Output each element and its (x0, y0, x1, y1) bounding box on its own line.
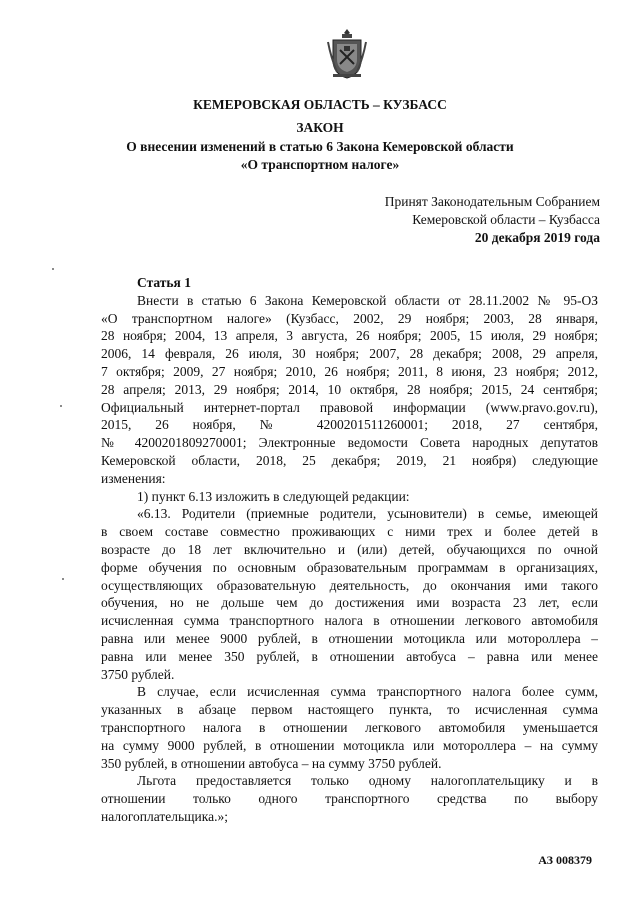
paragraph-3-line: отношении только одного транспортного средства по выбору (101, 791, 598, 807)
coat-of-arms-emblem (327, 28, 367, 80)
paragraph-1-line: осуществляющих образовательную деятельность, до окончания ими такого (101, 577, 598, 593)
paragraph-2-line: транспортного налога в отношении легкового автомобиля уменьшается (101, 719, 598, 735)
scan-speck (60, 405, 62, 407)
serial-number: АЗ 008379 (538, 853, 592, 867)
paragraph-2-line: на сумму 9000 рублей, в отношении мотоцикла или мотороллера – на сумму (101, 737, 598, 753)
adoption-date: 20 декабря 2019 года (474, 230, 600, 245)
intro-line: 2015, 26 ноября, № 4200201511260001; 2018, 27 сентября, (101, 417, 598, 433)
document-type: ЗАКОН (296, 120, 344, 135)
paragraph-2-line: указанных в абзаце первом настоящего пункта, то исчисленная сумма (101, 702, 598, 718)
scan-speck (52, 268, 54, 270)
article-body (101, 274, 598, 826)
article-heading: Статья 1 (137, 275, 191, 290)
paragraph-1-line: форме обучения по основным образовательным программам в организациях, (101, 559, 598, 575)
adoption-line-1: Принят Законодательным Собранием (384, 194, 600, 209)
paragraph-3-line: налогоплательщика.»; (101, 808, 229, 824)
paragraph-1-line: обучения, но не дольше чем до достижения ими возраста 23 лет, если (101, 595, 598, 611)
intro-line: 28 ноября; 2004, 13 апреля, 3 августа, 26 ноября; 2005, 15 июля, 29 ноября; (101, 328, 598, 344)
paragraph-1-line: возрасте до 18 лет включительно и (или) детей, обучающихся по очной (101, 541, 598, 557)
paragraph-2-line: 350 рублей, в отношении автобуса – на сумму 3750 рублей. (101, 755, 442, 771)
region-heading: КЕМЕРОВСКАЯ ОБЛАСТЬ – КУЗБАСС (193, 97, 447, 112)
intro-line: «О транспортном налоге» (Кузбасс, 2002, 29 ноября; 2003, 28 января, (101, 310, 598, 326)
intro-line: 28 апреля; 2013, 29 ноября; 2014, 10 октября, 28 ноября; 2015, 24 сентября; (101, 381, 598, 397)
law-title-line-1: О внесении изменений в статью 6 Закона Кемеровской области (126, 139, 514, 154)
paragraph-1-line: исчисленная сумма транспортного налога в отношении легкового автомобиля (101, 613, 598, 629)
paragraph-2-line: В случае, если исчисленная сумма транспортного налога более сумм, (137, 684, 598, 700)
intro-line: Внести в статью 6 Закона Кемеровской области от 28.11.2002 № 95-ОЗ (137, 292, 598, 308)
adoption-line-2: Кемеровской области – Кузбасса (412, 212, 600, 227)
intro-line: 7 октября; 2009, 27 ноября; 2010, 26 ноября; 2011, 8 июня, 23 ноября; 2012, (101, 363, 598, 379)
adoption-block (270, 193, 600, 247)
paragraph-1-line: равна или менее 9000 рублей, в отношении мотоцикла или мотороллера – (101, 630, 598, 646)
paragraph-1-line: равна или менее 350 рублей, в отношении автобуса – равна или менее (101, 648, 598, 664)
intro-line: Официальный интернет-портал правовой информации (www.pravo.gov.ru), (101, 399, 598, 415)
paragraph-1-line: «6.13. Родители (приемные родители, усыновители) в семье, имеющей (137, 506, 598, 522)
law-title-line-2: «О транспортном налоге» (240, 157, 400, 172)
paragraph-1-line: в своем составе совместно проживающих с ними трех и более детей в (101, 524, 598, 540)
intro-line: № 4200201809270001; Электронные ведомости Совета народных депутатов (101, 435, 598, 451)
amendment-item-1: 1) пункт 6.13 изложить в следующей редакции: (137, 488, 410, 504)
paragraph-1-line: 3750 рублей. (101, 666, 175, 682)
intro-line: изменения: (101, 470, 166, 486)
scan-speck (62, 578, 64, 580)
intro-line: Кемеровской области, 2018, 25 декабря; 2019, 21 ноября) следующие (101, 452, 598, 468)
paragraph-3-line: Льгота предоставляется только одному налогоплательщику и в (137, 773, 598, 789)
intro-line: 2006, 14 февраля, 26 июля, 30 ноября; 2007, 28 декабря; 2008, 29 апреля, (101, 346, 598, 362)
